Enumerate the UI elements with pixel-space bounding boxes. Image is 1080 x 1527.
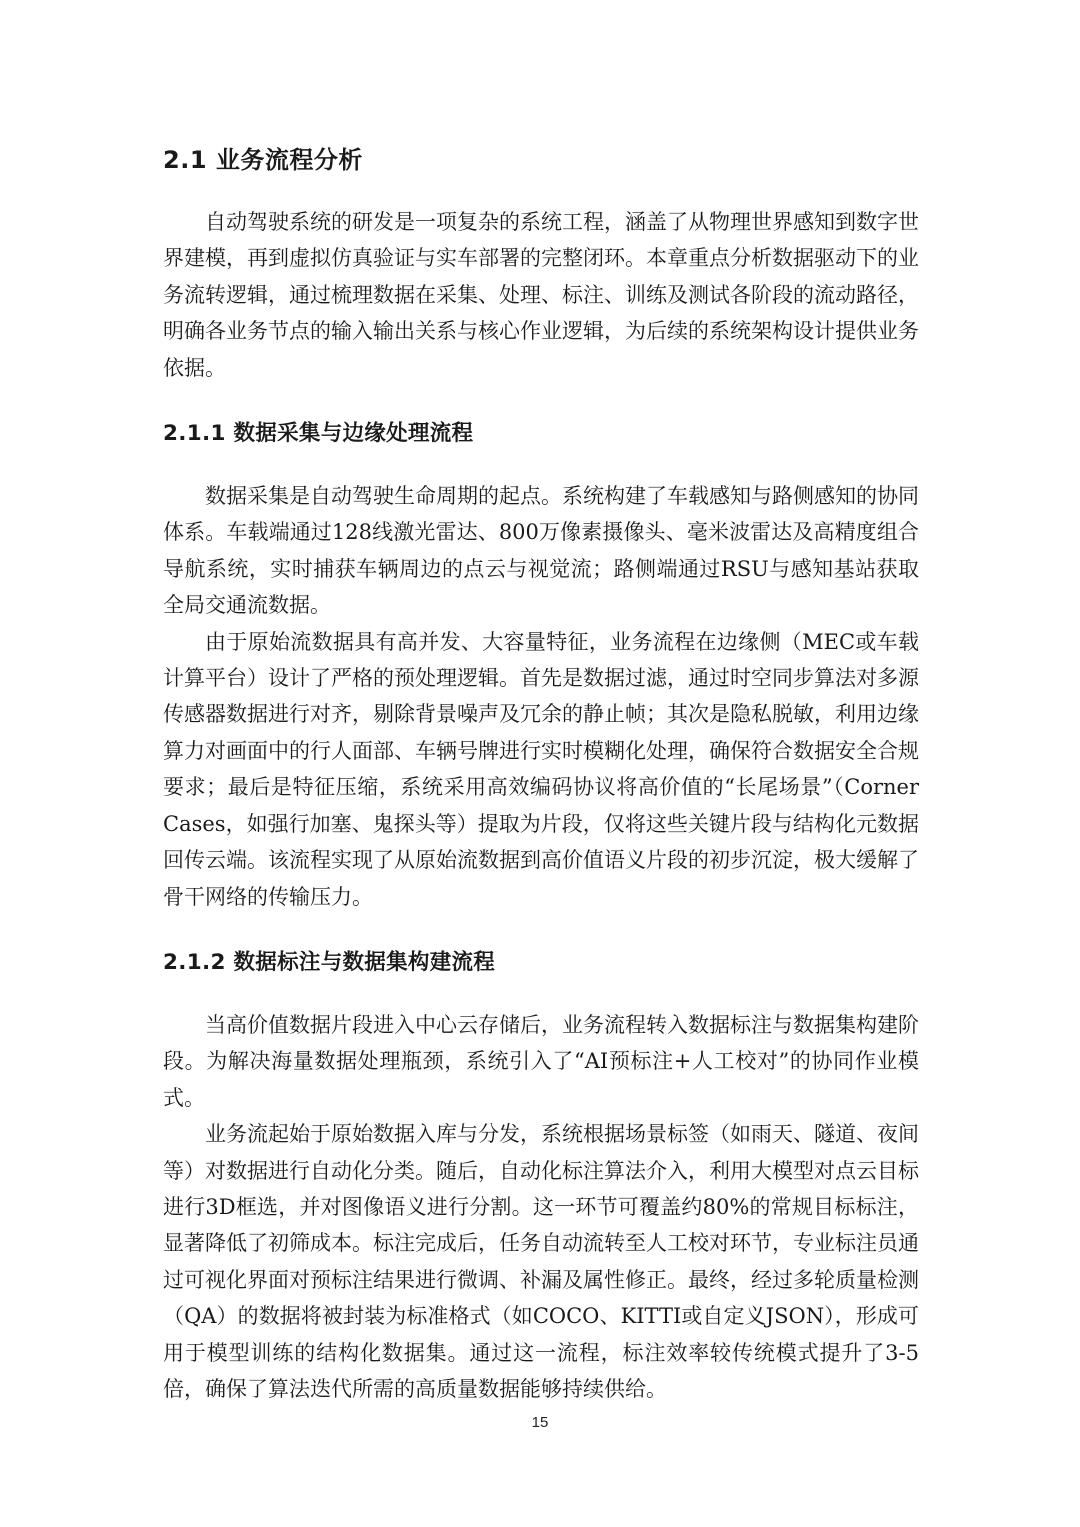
section-title: 2.1 业务流程分析 [163,146,363,174]
page-content [163,140,919,1407]
section-intro-paragraph: 自动驾驶系统的研发是一项复杂的系统工程，涵盖了从物理世界感知到数字世界建模，再到虚拟仿真验证与实车部署的完整闭环。本章重点分析数据驱动下的业务流转逻辑，通过梳理数据在采集、处理、标注、训练及测试各阶段的流动路径，明确各业务节点的输入输出关系与核心作业逻辑，为后续的系统架构设计提供业务依据。 [163,210,919,380]
subsection-title-data-collection: 2.1.1 数据采集与边缘处理流程 [163,421,474,447]
subsection-title-data-annotation: 2.1.2 数据标注与数据集构建流程 [163,949,496,975]
paragraph: 当高价值数据片段进入中心云存储后，业务流程转入数据标注与数据集构建阶段。为解决海量数据处理瓶颈，系统引入了“AI预标注+人工校对”的协同作业模式。 [163,1012,919,1110]
paragraph: 业务流起始于原始数据入库与分发，系统根据场景标签（如雨天、隧道、夜间等）对数据进行自动化分类。随后，自动化标注算法介入，利用大模型对点云目标进行3D框选，并对图像语义进行分割。这一环节可覆盖约80%的常规目标标注，显著降低了初筛成本。标注完成后，任务自动流转至人工校对环节，专业标注员通过可视化界面对预标注结果进行微调、补漏及属性修正。最终，经过多轮质量检测（QA）的数据将被封装为标准格式（如COCO、KITTI或自定义JSON），形成可用于模型训练的结构化数据集。通过这一流程，标注效率较传统模式提升了3-5倍，确保了算法迭代所需的高质量数据能够持续供给。 [163,1122,919,1401]
page-number: 15 [531,1414,549,1431]
paragraph: 数据采集是自动驾驶生命周期的起点。系统构建了车载感知与路侧感知的协同体系。车载端通过128线激光雷达、800万像素摄像头、毫米波雷达及高精度组合导航系统，实时捕获车辆周边的点云与视觉流；路侧端通过RSU与感知基站获取全局交通流数据。 [163,484,919,618]
paragraph: 由于原始流数据具有高并发、大容量特征，业务流程在边缘侧（MEC或车载计算平台）设计了严格的预处理逻辑。首先是数据过滤，通过时空同步算法对多源传感器数据进行对齐，剔除背景噪声及冗余的静止帧；其次是隐私脱敏，利用边缘算力对画面中的行人面部、车辆号牌进行实时模糊化处理，确保符合数据安全合规要求；最后是特征压缩，系统采用高效编码协议将高价值的“长尾场景”（Corner Cases，如强行加塞、鬼探头等）提取为片段，仅将这些关键片段与结构化元数据回传云端。该流程实现了从原始流数据到高价值语义片段的初步沉淀，极大缓解了骨干网络的传输压力。 [163,629,919,909]
